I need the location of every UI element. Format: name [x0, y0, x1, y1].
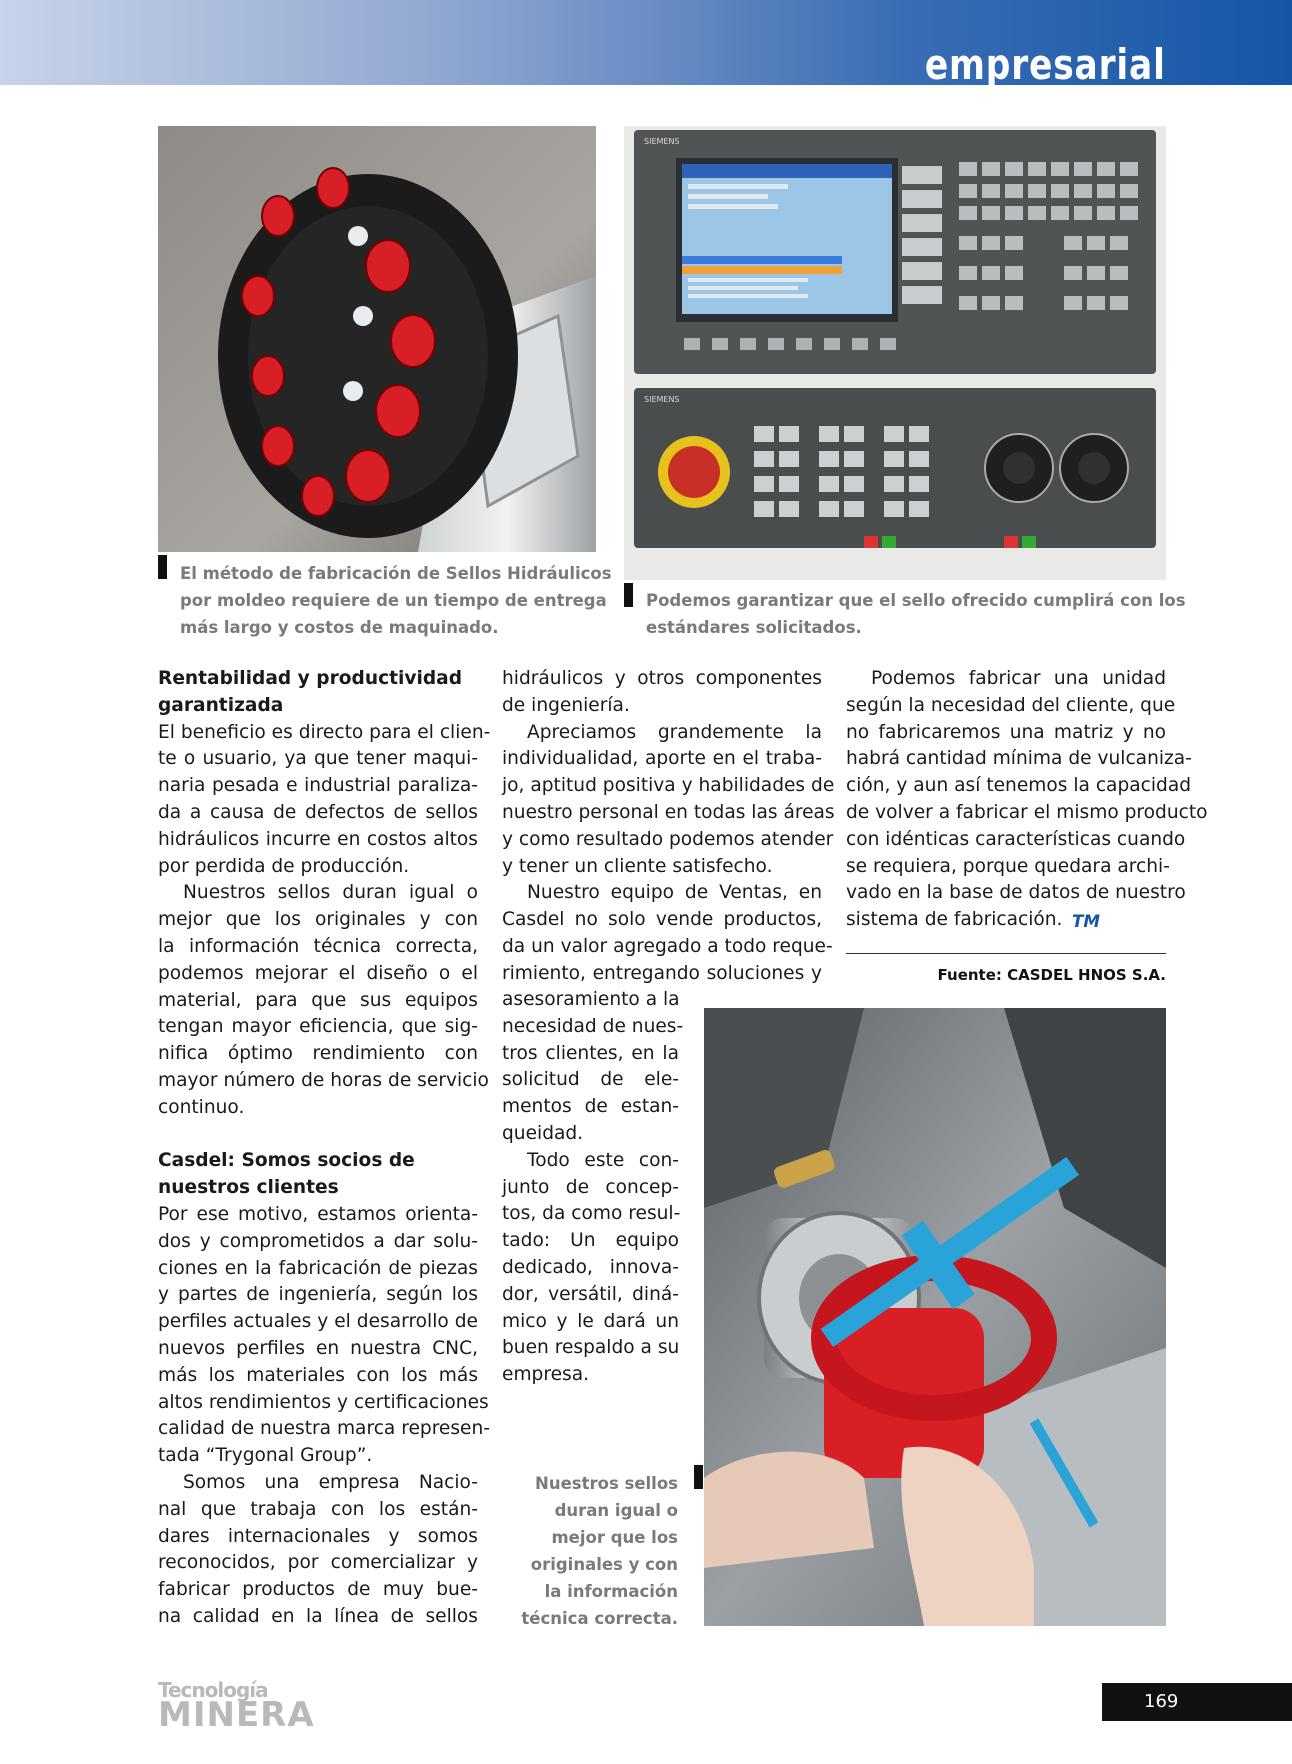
text-line: te o usuario, ya que tener maqui- [158, 748, 478, 770]
panel-brand-bottom: SIEMENS [644, 395, 680, 404]
caliper-photo [704, 1008, 1166, 1626]
text-line: rimiento, entregando soluciones y [502, 962, 822, 984]
text-line: junto de concep- [502, 1176, 679, 1198]
text-line: reconocidos, por comercializar y [158, 1552, 478, 1574]
pullquote-line: originales y con [530, 1555, 678, 1574]
pullquote-line: duran igual o [554, 1501, 678, 1520]
paragraph-gap [158, 1122, 478, 1149]
text-line: calidad de nuestra marca represen- [158, 1418, 490, 1440]
source-credit: Fuente: CASDEL HNOS S.A. [937, 966, 1166, 984]
text-line: dedicado, innova- [502, 1256, 679, 1278]
text-line: hidráulicos incurre en costos altos [158, 828, 478, 850]
article-column-2 [502, 666, 835, 988]
pullquote-line: la información [544, 1582, 678, 1601]
text-line: vado en la base de datos de nuestro [846, 882, 1186, 904]
caption-marker-right [624, 583, 633, 607]
text-line: y partes de ingeniería, según los [158, 1284, 478, 1306]
section-heading: nuestros clientes [158, 1177, 339, 1199]
caption-line: Podemos garantizar que el sello ofrecido cumplirá con los [646, 591, 1186, 610]
text-line: Casdel no solo vende productos, [502, 909, 822, 931]
text-line: hidráulicos y otros componentes [502, 668, 822, 689]
text-line: jo, aptitud positiva y habilidades de [502, 775, 835, 797]
text-line: nifica óptimo rendimiento con [158, 1043, 478, 1065]
text-line [846, 907, 1166, 934]
text-line: tos, da como resul- [502, 1203, 681, 1225]
text-line: nuestro personal en todas las áreas [502, 801, 835, 823]
text-line: podemos mejorar el diseño o el [158, 962, 478, 984]
text-line: Nuestros sellos duran igual o [183, 882, 478, 904]
text-line: da un valor agregado a todo reque- [502, 935, 833, 957]
article-column-2-narrow [502, 987, 684, 1389]
section-heading: Casdel: Somos socios de [158, 1150, 415, 1172]
text-line: ciones en la fabricación de piezas [158, 1257, 478, 1279]
text-line: naria pesada e industrial paraliza- [158, 775, 478, 797]
tm-end-mark-icon [1072, 912, 1102, 928]
page-number: 169 [1102, 1683, 1292, 1721]
text-line: mentos de estan- [502, 1096, 679, 1118]
text-line: no fabricaremos una matriz y no [846, 721, 1166, 743]
text-line: material, para que sus equipos [158, 989, 478, 1011]
text-line: tros clientes, en la [502, 1042, 679, 1064]
text-line: individualidad, aporte en el traba- [502, 748, 822, 770]
text-line: nal que trabaja con los están- [158, 1498, 478, 1520]
panel-brand-top: SIEMENS [644, 137, 680, 146]
text-line: perfiles actuales y el desarrollo de [158, 1311, 478, 1333]
logo-big-text: MINERA [158, 1695, 315, 1735]
pullquote-line: Nuestros sellos [535, 1474, 678, 1493]
text-line: de ingeniería. [502, 694, 630, 716]
section-heading: garantizada [158, 694, 284, 716]
text-line: da a causa de defectos de sellos [158, 801, 478, 823]
text-line: ción, y aun así tenemos la capacidad [846, 775, 1192, 797]
article-column-3 [846, 666, 1208, 934]
text-line: mayor número de horas de servicio [158, 1069, 489, 1091]
caption-marker-left [158, 555, 167, 579]
text-line: asesoramiento a la [502, 989, 680, 1010]
text-line: según la necesidad del cliente, que [846, 694, 1176, 716]
text-line: Apreciamos grandemente la [527, 721, 822, 743]
text-line: Por ese motivo, estamos orienta- [158, 1203, 478, 1225]
text-line: necesidad de nues- [502, 1015, 684, 1037]
source-divider [846, 953, 1166, 954]
text-line: continuo. [158, 1096, 245, 1118]
text-line: y como resultado podemos atender [502, 828, 834, 850]
text-line: se requiera, porque quedara archi- [846, 855, 1170, 877]
article-column-1 [158, 666, 491, 1631]
caption-line: El método de fabricación de Sellos Hidráulicos [180, 564, 612, 583]
text-line: fabricar productos de muy bue- [158, 1579, 478, 1601]
caption-left [180, 560, 612, 641]
text-line: mico y le dará un [502, 1310, 679, 1332]
pullquote-line: técnica correcta. [521, 1609, 678, 1628]
text-line-final: sistema de fabricación. [846, 909, 1063, 931]
text-line: El beneficio es directo para el clien- [158, 721, 491, 743]
section-title: empresarial [925, 40, 1166, 89]
text-line: con idénticas características cuando [846, 828, 1186, 850]
pull-quote [521, 1470, 678, 1632]
text-line: Somos una empresa Nacio- [183, 1471, 478, 1493]
text-line: habrá cantidad mínima de vulcaniza- [846, 748, 1192, 770]
pullquote-marker [694, 1465, 703, 1489]
text-line: Nuestro equipo de Ventas, en [527, 882, 822, 904]
text-line: nuevos perfiles en nuestra CNC, [158, 1337, 478, 1359]
magazine-logo [158, 1678, 315, 1735]
text-line: la información técnica correcta, [158, 935, 478, 957]
caption-line: por moldeo requiere de un tiempo de entrega [180, 591, 607, 610]
text-line: tado: Un equipo [502, 1230, 679, 1252]
text-line: tada “Trygonal Group”. [158, 1445, 373, 1467]
text-line: tengan mayor eficiencia, que sig- [158, 1016, 478, 1038]
caption-line: estándares solicitados. [646, 618, 862, 637]
text-line: Podemos fabricar una unidad [871, 668, 1166, 689]
pullquote-line: mejor que los [551, 1528, 678, 1547]
text-line: altos rendimientos y certificaciones [158, 1391, 489, 1413]
text-line: queidad. [502, 1122, 584, 1144]
text-line: más los materiales con los más [158, 1364, 478, 1386]
section-heading: Rentabilidad y productividad [158, 668, 463, 689]
text-line: por perdida de producción. [158, 855, 410, 877]
text-line: y tener un cliente satisfecho. [502, 855, 773, 877]
text-line: dos y comprometidos a dar solu- [158, 1230, 478, 1252]
text-line: dares internacionales y somos [158, 1525, 478, 1547]
caption-line: más largo y costos de maquinado. [180, 618, 499, 637]
text-line: solicitud de ele- [502, 1069, 679, 1091]
text-line: na calidad en la línea de sellos [158, 1605, 478, 1627]
cnc-panel-photo [624, 126, 1166, 580]
logo-small-text: Tecnología [158, 1678, 268, 1702]
caption-right [646, 587, 1186, 641]
end-mark-text: TM [1072, 911, 1101, 928]
text-line: Todo este con- [527, 1149, 679, 1171]
text-line: empresa. [502, 1364, 590, 1386]
turret-photo [158, 126, 596, 552]
text-line: buen respaldo a su [502, 1337, 680, 1359]
text-line: de volver a fabricar el mismo producto [846, 801, 1208, 823]
text-line: dor, versátil, diná- [502, 1283, 679, 1305]
text-line: mejor que los originales y con [158, 909, 478, 931]
